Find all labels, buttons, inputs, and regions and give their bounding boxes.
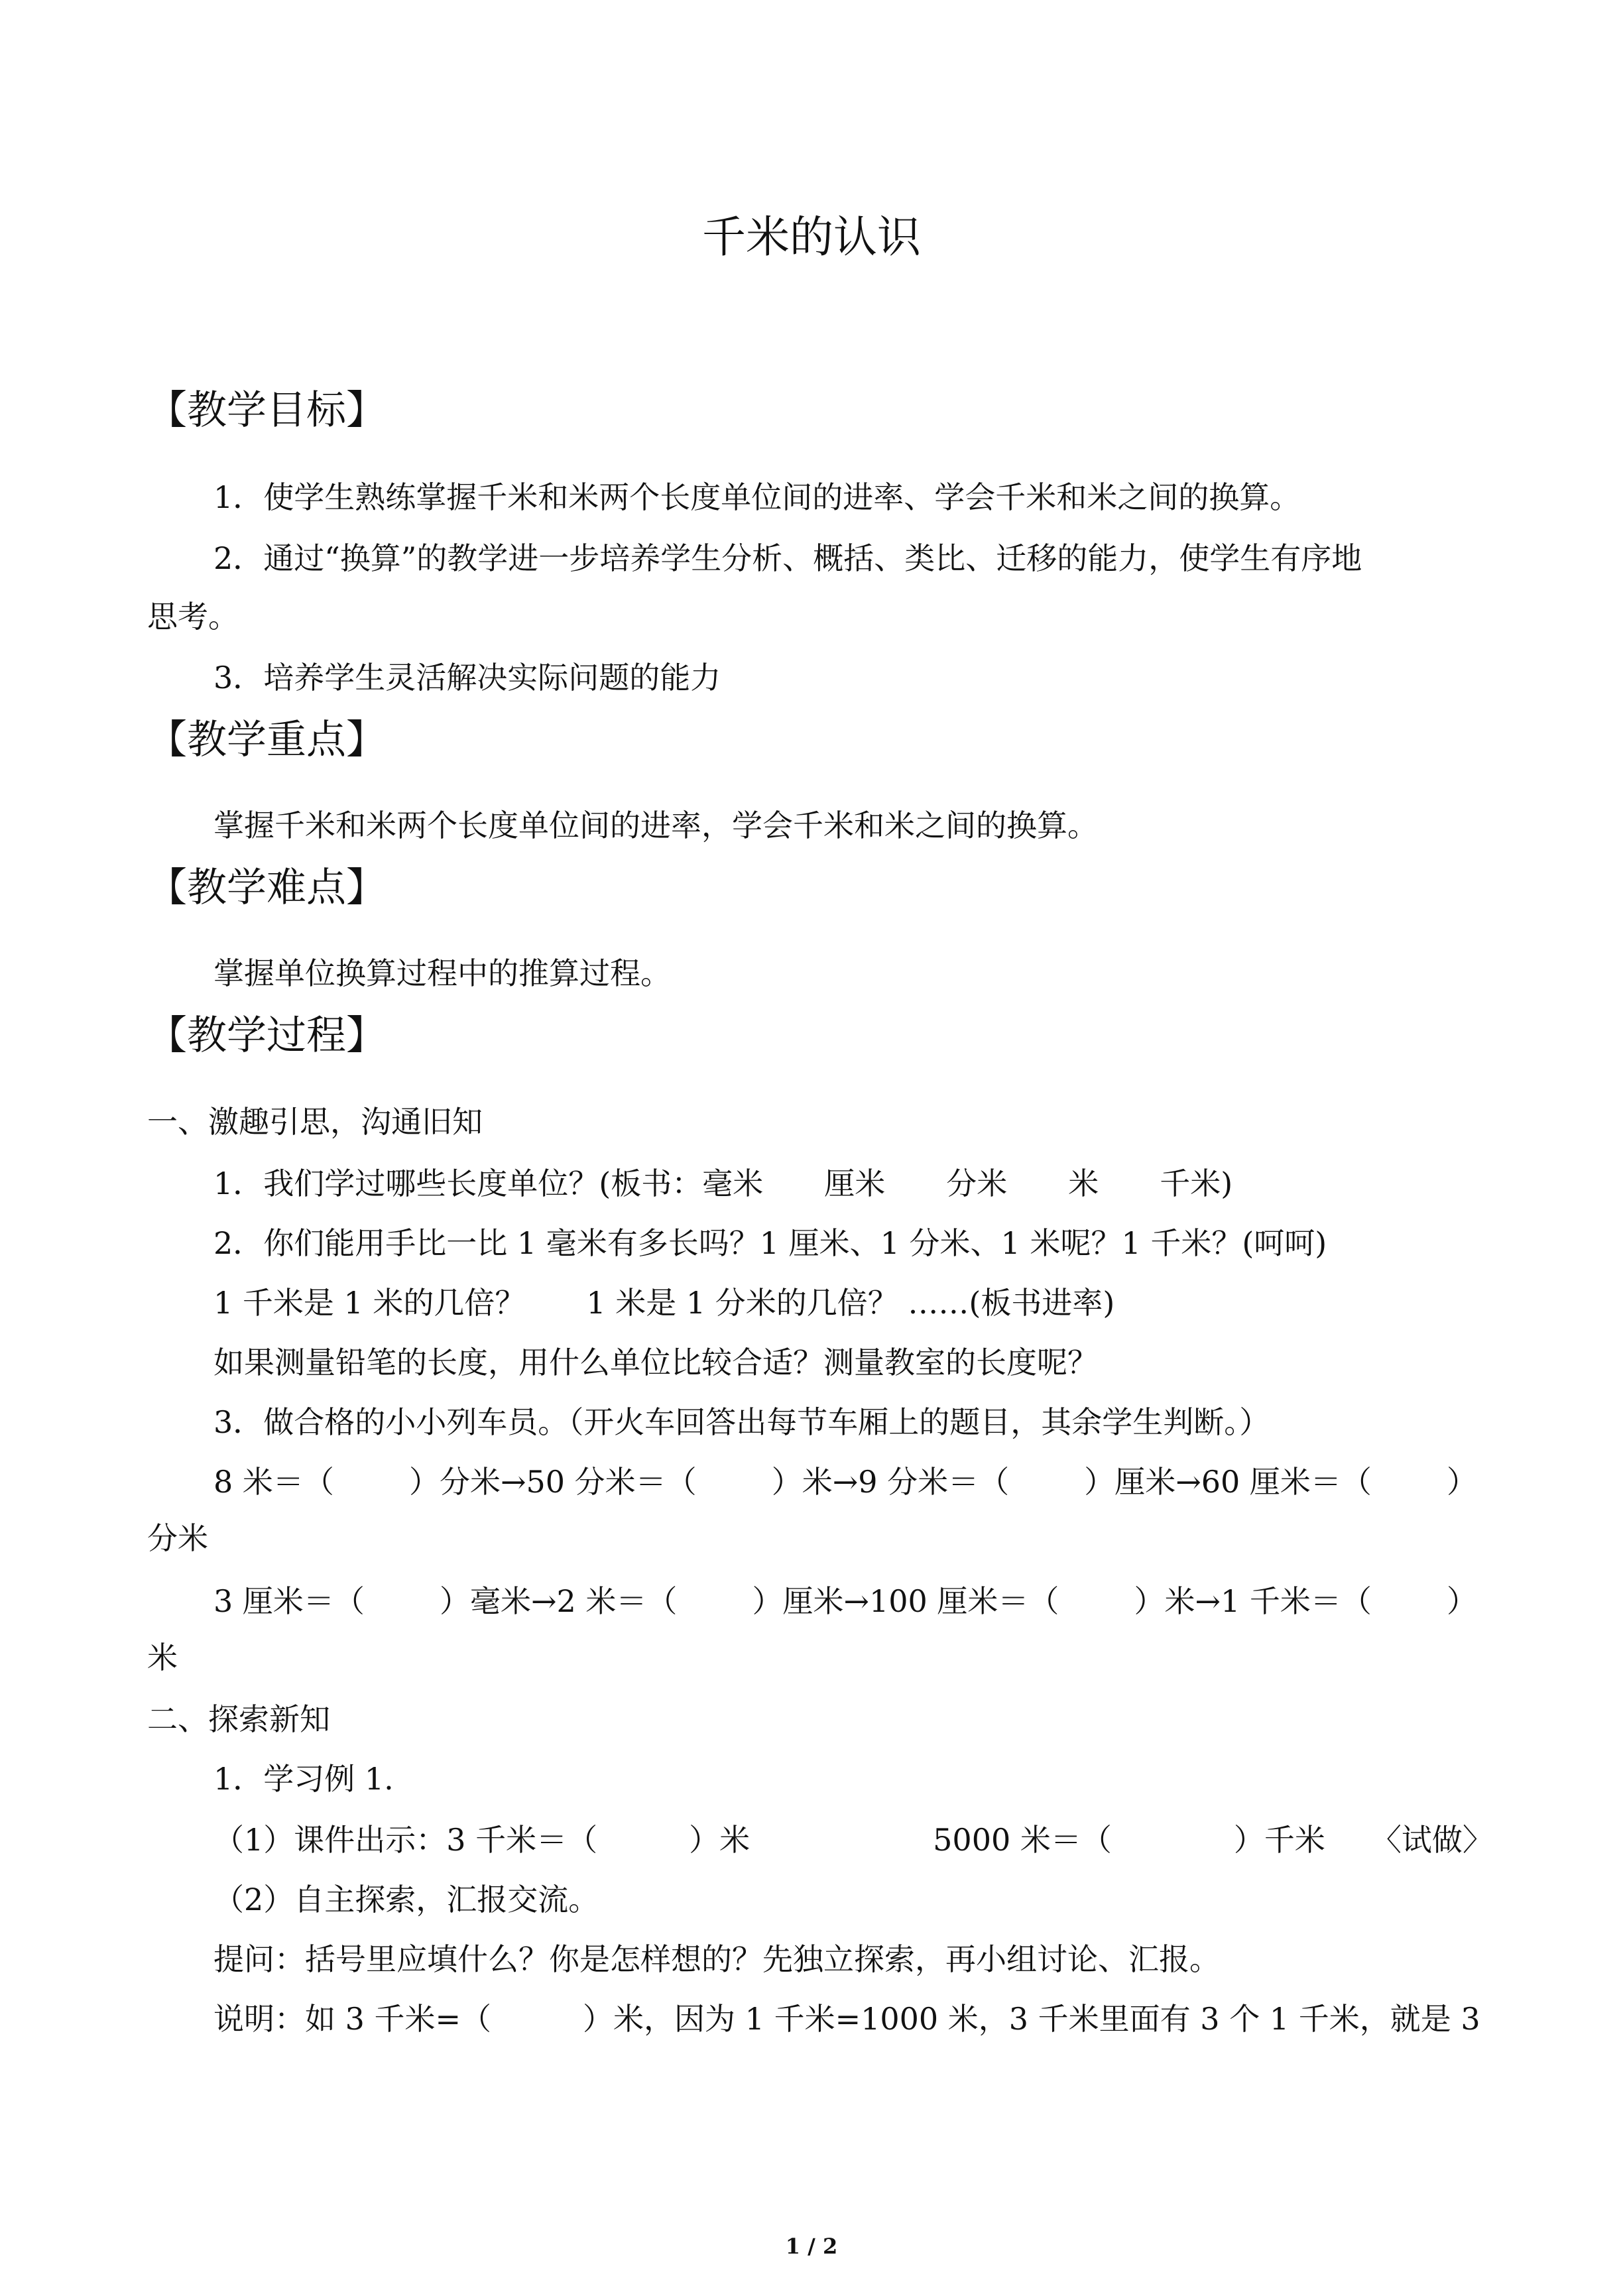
process-line: 3．做合格的小小列车员。（开火车回答出每节车厢上的题目，其余学生判断。） <box>213 1404 1270 1440</box>
train-segment: ）米→9 分米＝（ <box>771 1464 1010 1500</box>
process-line: 说明：如 3 千米=（ ）米，因为 1 千米=1000 米，3 千米里面有 3 个 1 千米，就是 3 <box>213 2001 1480 2037</box>
process-line: 1．我们学过哪些长度单位？(板书：毫米 厘米 分米 米 千米) <box>213 1166 1233 1201</box>
goal-item: 2．通过“换算”的教学进一步培养学生分析、概括、类比、迁移的能力，使学生有序地 <box>213 540 1362 576</box>
process-line: 1．学习例 1. <box>213 1761 394 1797</box>
goal-item-continuation: 思考。 <box>147 599 239 634</box>
process-line: 提问：括号里应填什么？你是怎样想的？先独立探索，再小组讨论、汇报。 <box>213 1941 1220 1977</box>
heading-difficulties: 【教学难点】 <box>147 865 386 911</box>
part2-title: 二、探索新知 <box>147 1701 330 1737</box>
train-segment: ）厘米→60 厘米＝（ <box>1084 1464 1372 1500</box>
train-exercise-row <box>213 1581 1477 1621</box>
goal-item: 3．培养学生灵活解决实际问题的能力 <box>213 660 721 695</box>
train-segment: 3 厘米＝（ <box>213 1583 365 1619</box>
goal-item: 1．使学生熟练掌握千米和米两个长度单位间的进率、学会千米和米之间的换算。 <box>213 479 1301 515</box>
train-segment: ）分米→50 分米＝（ <box>408 1464 697 1500</box>
train-exercise-wrap: 分米 <box>147 1520 208 1556</box>
page-number: 1 / 2 <box>785 2234 838 2259</box>
process-line: （1）课件出示：3 千米＝（ ）米 5000 米＝（ ）千米 〈试做〉 <box>213 1822 1493 1858</box>
train-segment: ）厘米→100 厘米＝（ <box>752 1583 1059 1619</box>
train-segment: ）毫米→2 米＝（ <box>439 1583 678 1619</box>
process-line: 如果测量铅笔的长度，用什么单位比较合适？测量教室的长度呢？ <box>213 1345 1098 1380</box>
process-line: （2）自主探索，汇报交流。 <box>213 1882 599 1917</box>
train-segment: ） <box>1446 1583 1477 1619</box>
train-segment: 8 米＝（ <box>213 1464 334 1500</box>
heading-teaching-process: 【教学过程】 <box>147 1012 386 1059</box>
process-line: 1 千米是 1 米的几倍？ 1 米是 1 分米的几倍？ ……(板书进率) <box>213 1285 1115 1321</box>
train-exercise-wrap: 米 <box>147 1640 178 1675</box>
process-line: 2．你们能用手比一比 1 毫米有多长吗？1 厘米、1 分米、1 米呢？1 千米？(呵呵) <box>213 1225 1327 1261</box>
part1-title: 一、激趣引思，沟通旧知 <box>147 1104 483 1140</box>
train-segment: ） <box>1446 1464 1477 1500</box>
heading-teaching-goals: 【教学目标】 <box>147 387 386 434</box>
key-points-text: 掌握千米和米两个长度单位间的进率，学会千米和米之间的换算。 <box>213 808 1098 843</box>
train-segment: ）米→1 千米＝（ <box>1134 1583 1372 1619</box>
heading-key-points: 【教学重点】 <box>147 717 386 763</box>
train-exercise-row <box>213 1462 1477 1502</box>
page-title: 千米的认识 <box>702 211 921 263</box>
difficulties-text: 掌握单位换算过程中的推算过程。 <box>213 955 671 991</box>
